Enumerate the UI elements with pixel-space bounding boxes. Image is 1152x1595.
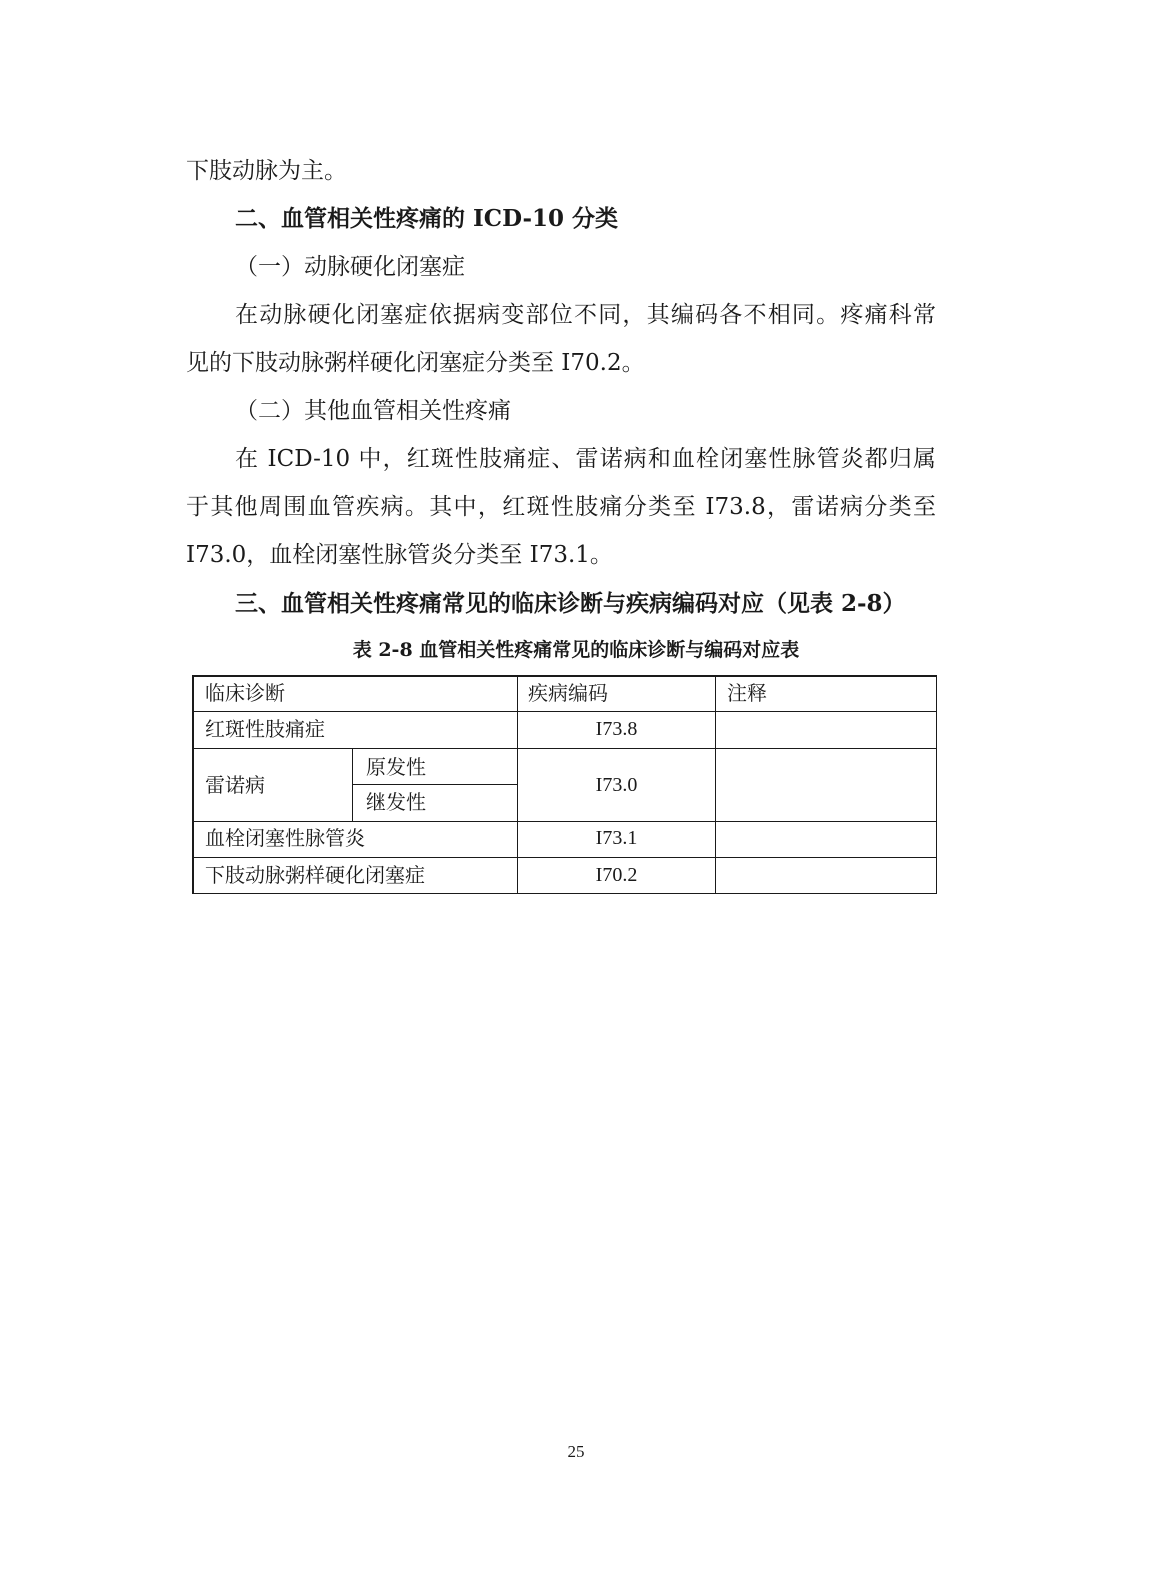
table-cell-code: I73.0 bbox=[595, 774, 638, 796]
table-cell-subtype: 继发性 bbox=[366, 790, 426, 814]
paragraph-line: 于其他周围血管疾病。其中，红斑性肢痛分类至 I73.8，雷诺病分类至 bbox=[186, 494, 936, 520]
paragraph-continuation: 下肢动脉为主。 bbox=[186, 158, 347, 184]
subsection-heading-2: （二）其他血管相关性疼痛 bbox=[235, 398, 511, 424]
table-cell-code: I73.1 bbox=[595, 827, 638, 849]
header-code: 疾病编码 bbox=[528, 681, 608, 705]
section-heading-2: 二、血管相关性疼痛的 ICD-10 分类 bbox=[235, 205, 619, 232]
table-cell-diagnosis: 下肢动脉粥样硬化闭塞症 bbox=[205, 863, 425, 887]
paragraph-line: 见的下肢动脉粥样硬化闭塞症分类至 I70.2。 bbox=[186, 350, 645, 376]
table-cell-code: I70.2 bbox=[595, 864, 638, 886]
paragraph-line: I73.0，血栓闭塞性脉管炎分类至 I73.1。 bbox=[186, 542, 613, 568]
section-heading-3: 三、血管相关性疼痛常见的临床诊断与疾病编码对应（见表 2-8） bbox=[235, 590, 906, 617]
header-note: 注释 bbox=[727, 681, 767, 705]
header-diagnosis: 临床诊断 bbox=[205, 681, 285, 705]
paragraph-line: 在动脉硬化闭塞症依据病变部位不同，其编码各不相同。疼痛科常 bbox=[235, 302, 936, 328]
table-caption: 表 2-8 血管相关性疼痛常见的临床诊断与编码对应表 bbox=[352, 639, 800, 661]
subsection-heading-1: （一）动脉硬化闭塞症 bbox=[235, 254, 465, 280]
table-cell-diagnosis: 血栓闭塞性脉管炎 bbox=[205, 826, 365, 850]
table-cell-diagnosis: 红斑性肢痛症 bbox=[205, 717, 325, 741]
page-number: 25 bbox=[567, 1442, 585, 1461]
table-cell-diagnosis: 雷诺病 bbox=[205, 773, 265, 797]
diagnosis-code-table bbox=[192, 675, 937, 894]
table-cell-subtype: 原发性 bbox=[366, 755, 426, 779]
paragraph-line: 在 ICD-10 中，红斑性肢痛症、雷诺病和血栓闭塞性脉管炎都归属 bbox=[235, 446, 936, 472]
table-cell-code: I73.8 bbox=[595, 718, 638, 740]
